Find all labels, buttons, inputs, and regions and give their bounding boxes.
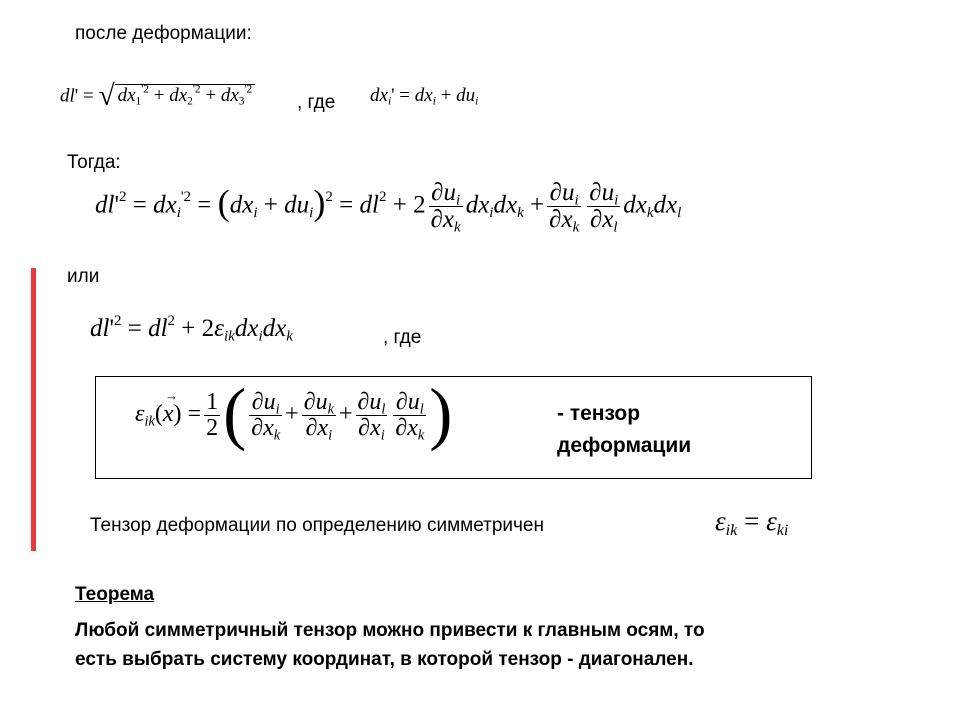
tensor-label-line1: - тензор xyxy=(557,402,641,425)
red-accent-bar xyxy=(31,268,36,551)
formula-dl-prime-sqrt: dl' = √ $dx_1^{'2} + dx_2^{'2} + dx_3^{'2}$ xyxy=(60,80,255,113)
formula-strain-tensor: $\varepsilon_{ik}(x$ → ) = $\frac{1}{2}$ ( $\frac{\partial u_i}{\partial x_k}$ + $\frac{\partial u_k}{\partial x_i}$ + $\frac{\partial u_l}{\partial x_i}$ $\frac{\partial u_l}{\partial x_k}$ ) xyxy=(135,375,453,453)
theorem-title-text: Теорема xyxy=(75,584,155,605)
theorem-line-1: Любой симметричный тензор можно привести к главным осям, то xyxy=(75,620,705,641)
theorem-line-2: есть выбрать систему координат, в которой тензор - диагонален. xyxy=(75,649,694,670)
after-deformation-label: после деформации: xyxy=(75,23,252,44)
where-label-1: , где xyxy=(297,92,336,113)
formula-dl-prime-epsilon: $dl'^2 = dl^2 + 2\varepsilon_{ik}dx_idx_k$ xyxy=(90,312,293,345)
formula-dl-squared-expansion: $dl'^2 = dx_i^{'2} = (dx_i + du_i)^2 = dl^2 + 2$ $\frac{\partial u_i}{\partial x_k}$ $dx_idx_k$ + $\frac{\partial u_i}{\partial x_k}$ $\frac{\partial u_i}{\partial x_l}$ $dx_kdx_l$ xyxy=(95,179,682,236)
tensor-label-line2: деформации xyxy=(557,434,692,457)
formula-symmetry: $\varepsilon_{ik} = \varepsilon_{ki}$ xyxy=(715,506,789,539)
or-label: или xyxy=(67,266,100,287)
then-label: Тогда: xyxy=(67,152,121,173)
formula-dx-prime: $dx_i' = dx_i + du_i$ xyxy=(370,85,479,108)
symmetric-statement: Тензор деформации по определению симметричен xyxy=(90,515,544,536)
theorem-title xyxy=(75,584,154,606)
where-label-2: , где xyxy=(383,327,422,348)
